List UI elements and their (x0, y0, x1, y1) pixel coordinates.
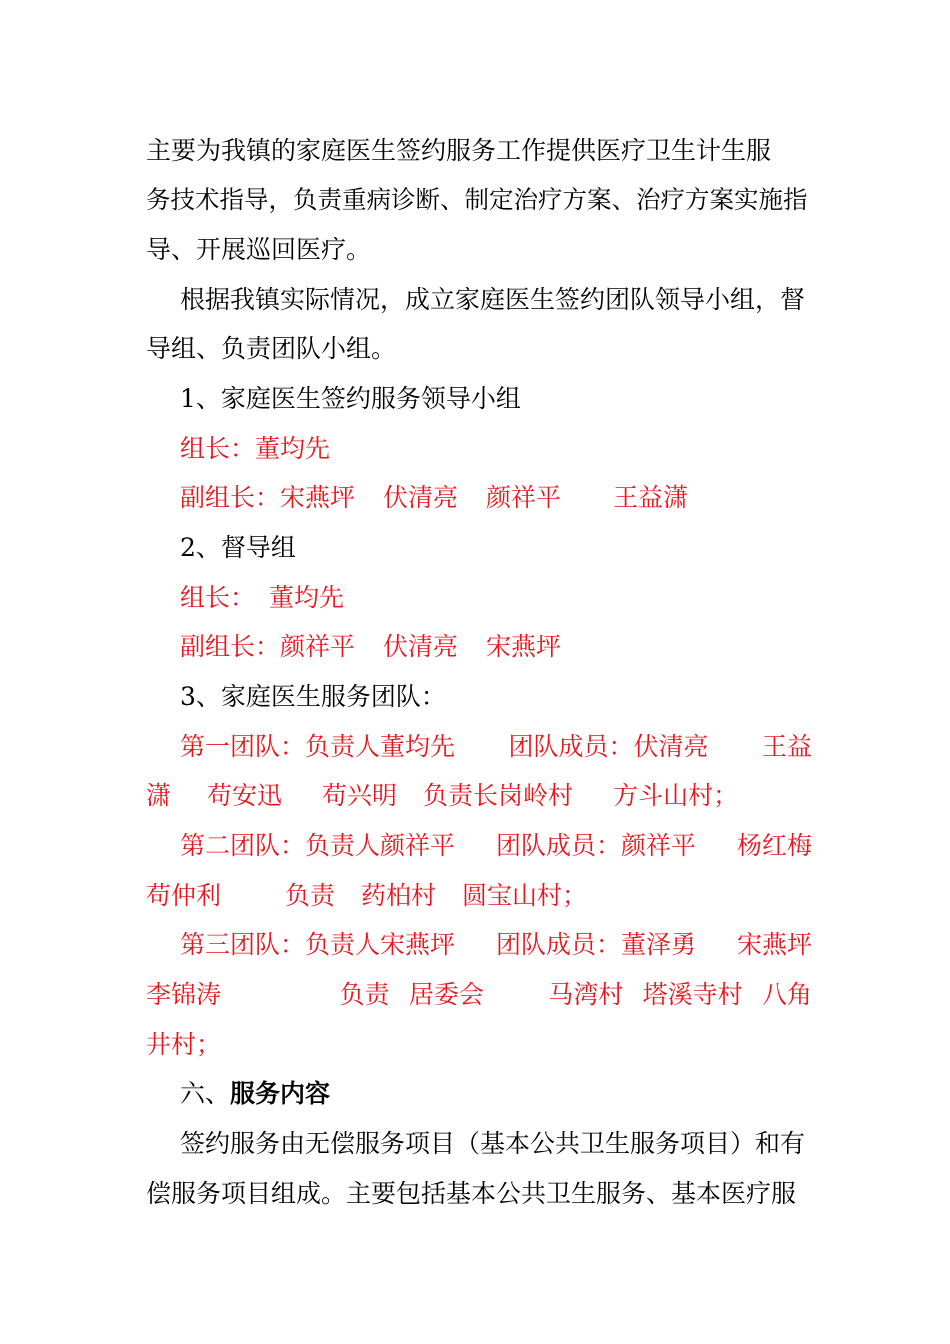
village: 八角 (761, 980, 812, 1009)
team-leader: 第三团队：负责人宋燕坪 (180, 930, 456, 959)
team-member: 苟仲利 (146, 881, 222, 910)
team-member: 苟安迅 (207, 781, 283, 810)
section-heading (180, 1077, 846, 1111)
team-member: 李锦涛 (146, 980, 222, 1009)
village: 塔溪寺村 (642, 980, 743, 1009)
section-title: 服务内容 (230, 1079, 331, 1108)
leader-label: 组长： (180, 583, 256, 612)
section-number: 六、 (180, 1079, 231, 1108)
group2-leader (180, 581, 846, 615)
team3-line (146, 1028, 812, 1062)
resp-label: 负责 (285, 881, 336, 910)
deputy-name: 伏清亮 (383, 483, 459, 512)
paragraph-line (180, 1127, 812, 1161)
group2-deputies (180, 630, 846, 664)
team3-line (146, 978, 812, 1012)
village: 药柏村 (361, 881, 437, 910)
deputy-name: 宋燕坪 (280, 483, 356, 512)
team-members: 团队成员：董泽勇 (495, 930, 696, 959)
text: 务技术指导，负责重病诊断、制定治疗方案、治疗方案实施指 (146, 185, 808, 214)
team-members: 团队成员：颜祥平 (495, 831, 696, 860)
text: 导、开展巡回医疗。 (146, 235, 372, 264)
team-member: 潇 (146, 781, 172, 810)
team-member: 王益 (761, 732, 812, 761)
team2-line (146, 879, 812, 913)
village: 马湾村 (548, 980, 624, 1009)
paragraph-line (146, 183, 812, 217)
text: 根据我镇实际情况，成立家庭医生签约团队领导小组，督 (180, 285, 806, 314)
team-leader: 第二团队：负责人颜祥平 (180, 831, 456, 860)
group3-heading: 3、家庭医生服务团队： (180, 682, 446, 711)
deputy-name: 颜祥平 (486, 483, 562, 512)
leader-name: 董均先 (255, 434, 331, 463)
village: 井村； (146, 1030, 222, 1059)
team-member: 苟兴明 (322, 781, 398, 810)
deputy-name: 宋燕坪 (486, 632, 562, 661)
group1-heading: 1、家庭医生签约服务领导小组 (180, 384, 521, 413)
text: 导组、负责团队小组。 (146, 334, 397, 363)
text: 签约服务由无偿服务项目（基本公共卫生服务项目）和有 (180, 1129, 806, 1158)
village: 方斗山村； (613, 781, 739, 810)
group1-leader (180, 432, 846, 466)
team1-line (146, 779, 812, 813)
team-members: 团队成员：伏清亮 (508, 732, 709, 761)
team-member: 杨红梅 (736, 831, 812, 860)
paragraph-line (146, 233, 812, 267)
text: 主要为我镇的家庭医生签约服务工作提供医疗卫生计生服 (146, 136, 772, 165)
paragraph-line (146, 134, 812, 168)
deputy-name: 王益潇 (613, 483, 689, 512)
team3-line (180, 928, 812, 962)
paragraph-line (146, 1177, 812, 1211)
group2-heading: 2、督导组 (180, 533, 296, 562)
deputy-label: 副组长： (180, 483, 281, 512)
deputy-name: 伏清亮 (383, 632, 459, 661)
leader-name: 董均先 (269, 583, 345, 612)
team-leader: 第一团队：负责人董均先 (180, 732, 456, 761)
leader-label: 组长： (180, 434, 256, 463)
group1-deputies (180, 481, 846, 515)
deputy-label: 副组长： (180, 632, 281, 661)
team2-line (180, 829, 812, 863)
team-villages: 负责长岗岭村 (423, 781, 574, 810)
village: 居委会 (408, 980, 484, 1009)
paragraph-line (146, 332, 812, 366)
team-member: 宋燕坪 (736, 930, 812, 959)
village: 圆宝山村； (462, 881, 588, 910)
deputy-name: 颜祥平 (280, 632, 356, 661)
team1-line (180, 730, 812, 764)
paragraph-line (180, 283, 812, 317)
resp-label: 负责 (339, 980, 390, 1009)
text: 偿服务项目组成。主要包括基本公共卫生服务、基本医疗服 (146, 1179, 797, 1208)
